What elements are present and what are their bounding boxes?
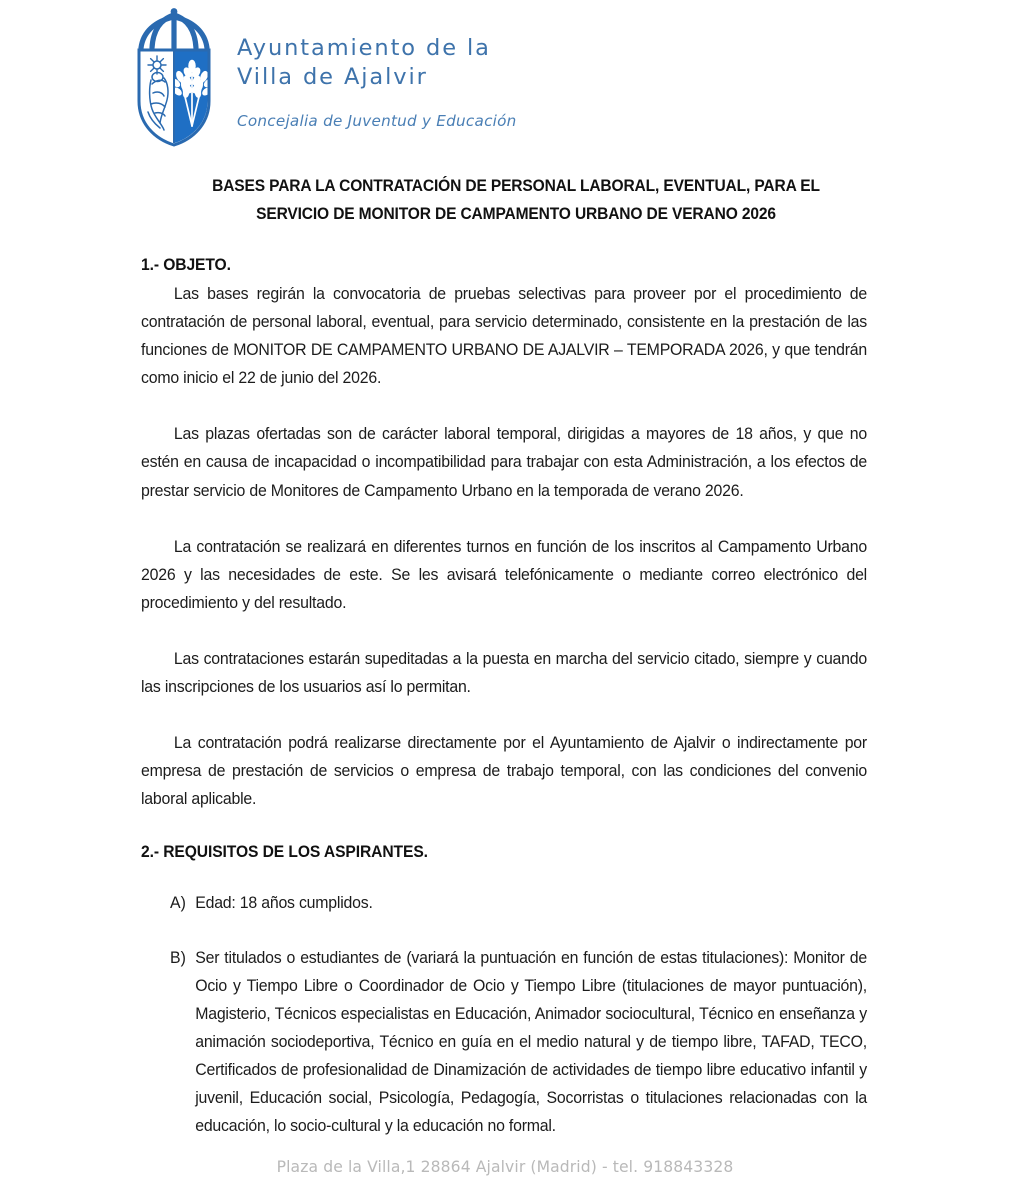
section-heading-objeto: 1.- OBJETO. (141, 256, 231, 274)
document-body (141, 172, 891, 1140)
page-title-line-1: BASES PARA LA CONTRATACIÓN DE PERSONAL LABORAL, EVENTUAL, PARA EL (212, 177, 820, 195)
ajalvir-coat-of-arms-icon (131, 8, 217, 148)
page-title-line-2: SERVICIO DE MONITOR DE CAMPAMENTO URBANO DE VERANO 2026 (256, 205, 776, 223)
paragraph-objeto-3: La contratación se realizará en diferentes turnos en función de los inscritos al Campamento Urbano 2026 y las necesidades de este. Se les avisará telefónicamente o mediante correo electrónico del procedimiento y del resultado. (141, 537, 868, 612)
paragraph-objeto-5: La contratación podrá realizarse directamente por el Ayuntamiento de Ajalvir o indirectamente por empresa de prestación de servicios o empresa de trabajo temporal, con las condiciones del convenio laboral aplicable. (141, 734, 868, 809)
page-footer (0, 1157, 1010, 1177)
paragraph-objeto-1: Las bases regirán la convocatoria de pruebas selectivas para proveer por el procedimiento de contratación de personal laboral, eventual, para servicio determinado, consistente en la prestación de las funciones de MONITOR DE CAMPAMENTO URBANO DE AJALVIR – TEMPORADA 2026, y que tendrán como inicio el 22 de junio del 2026. (141, 285, 868, 388)
paragraph-objeto-4: Las contrataciones estarán supeditadas a la puesta en marcha del servicio citado, siempre y cuando las inscripciones de los usuarios así lo permitan. (141, 649, 868, 697)
list-item (141, 944, 867, 1141)
list-item (141, 889, 867, 917)
paragraph-objeto-2: Las plazas ofertadas son de carácter laboral temporal, dirigidas a mayores de 18 años, y que no estén en causa de incapacidad o incompatibilidad para trabajar con esta Administración, a los efectos de prestar servicio de Monitores de Campamento Urbano en la temporada de verano 2026. (141, 425, 868, 500)
section-heading-requisitos: 2.- REQUISITOS DE LOS ASPIRANTES. (141, 843, 428, 862)
list-item-text: Ser titulados o estudiantes de (variará la puntuación en función de estas titulaciones): Monitor de Ocio y Tiempo Libre o Coordinador de Ocio y Tiempo Libre (titulaciones de mayor puntuación), Magisterio, Técnicos especialistas en Educación, Animador sociocultural, Técnico en enseñanza y animación sociodeportiva, Técnico en guía en el medio natural y de tiempo libre, TAFAD, TECO, Certificados de profesionalidad de Dinamización de actividades de tiempo libre educativo infantil y juvenil, Educación social, Psicología, Pedagogía, Socorristas o titulaciones relacionadas con la educación, lo socio-cultural y la educación no formal. (195, 948, 867, 1136)
list-item-marker: A) (170, 894, 186, 913)
list-item-marker: B) (170, 948, 186, 967)
list-item-text: Edad: 18 años cumplidos. (195, 894, 373, 913)
organization-name-line-1: Ayuntamiento de la (237, 35, 491, 61)
footer-address: Plaza de la Villa,1 28864 Ajalvir (Madrid) - tel. 918843328 (276, 1158, 734, 1176)
requirements-list (141, 889, 891, 1140)
letterhead (131, 8, 517, 148)
page-title (158, 172, 874, 228)
department-tagline: Concejalia de Juventud y Educación (237, 112, 517, 130)
organization-block (237, 8, 517, 131)
organization-name-line-2: Villa de Ajalvir (237, 64, 428, 90)
